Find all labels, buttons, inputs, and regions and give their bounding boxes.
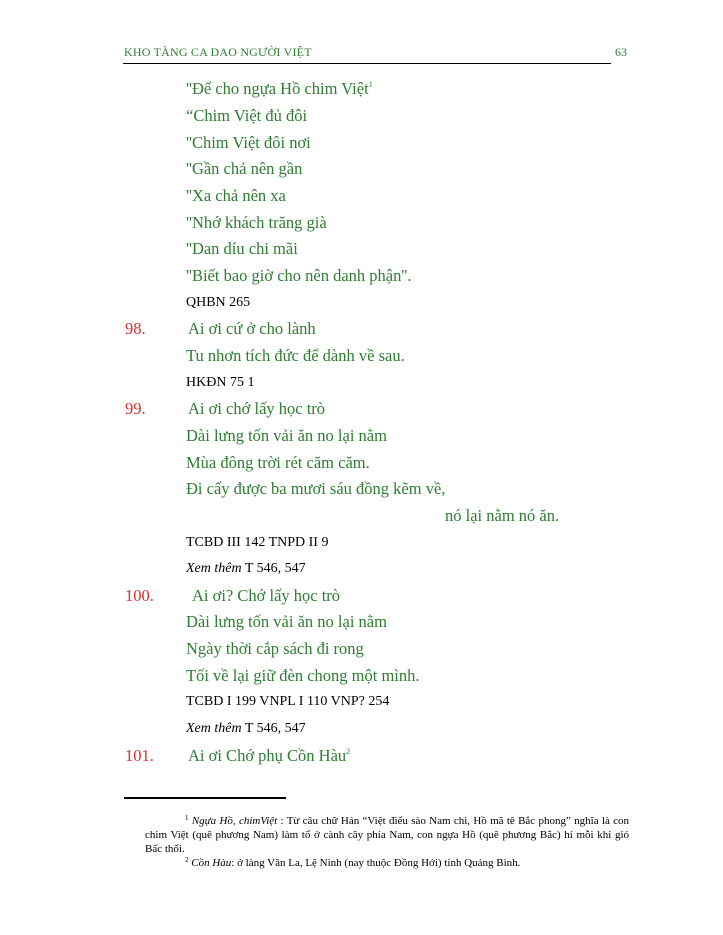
verse-line: Ai ơi Chớ phụ Cồn Hàu$^2$ [188,746,351,765]
footnote [145,811,629,856]
verse-line: ''Gần chả nên gần [186,159,303,178]
footnote-rule [124,797,286,799]
footnote-text: : Từ câu chữ Hán “Việt điểu sào Nam chi, Hồ mã tê Bắc phong” nghĩa là con chim Việt (quê phương Nam) làm tổ ở cành cây phía Nam, con ngựa Hồ (quê phương Bắc) hí mỗi khi gió Bấc thổi. [145,815,630,855]
entry-number: 101. [125,746,154,765]
footnote-mark: 2 [185,856,189,864]
source-reference: QHBN 265 [186,295,251,310]
entry-number: 100. [125,586,154,605]
verse-line: ''Xa chả nên xa [186,186,286,205]
footnote-term: Cồn Hàu [191,857,232,869]
verse-line: ''Để cho ngựa Hồ chim Việt$^1$ [186,79,373,98]
header-rule [123,63,611,64]
source-reference: HKĐN 75 1 [186,375,255,390]
page-number: 63 [615,45,627,59]
footnote-mark: 1 [185,814,189,822]
verse-line: Ngày thời cắp sách đi rong [186,639,364,658]
verse-line: ''Dan díu chi mãi [186,239,298,258]
footnote [145,853,629,870]
verse-line: Ai ơi? Chớ lấy học trò [192,586,341,605]
verse-line: ''Biết bao giờ cho nên danh phận''. [186,266,412,285]
footnote-text: : ở làng Văn La, Lệ Ninh (nay thuộc Đồng Hới) tỉnh Quảng Bình. [231,857,521,869]
verse-line: Mùa đông trời rét căm căm. [186,453,370,472]
running-header-title: KHO TÀNG CA DAO NGƯỜI VIỆT [124,45,312,59]
verse-continuation: nó lại nằm nó ăn. [445,506,560,525]
verse-line: Đi cấy được ba mươi sáu đồng kẽm về, [186,479,446,498]
verse-line: Tu nhơn tích đức để dành về sau. [186,346,405,365]
verse-line: ''Chim Việt đôi nơi [186,133,311,152]
entry-number: 98. [125,319,146,338]
entry-number: 99. [125,399,146,418]
footnote-ref: 1 [368,80,373,89]
footnote-ref: 2 [346,747,351,756]
verse-line: Tối về lại giữ đèn chong một mình. [186,666,420,685]
verse-line: Dài lưng tốn vải ăn no lại nằm [186,612,387,631]
verse-line: Ai ơi chớ lấy học trò [188,399,326,418]
verse-line: “Chim Việt đủ đôi [186,106,308,125]
see-also-reference: Xem thêm T 546, 547 [186,561,306,576]
see-also-reference: Xem thêm T 546, 547 [186,721,306,736]
source-reference: TCBD I 199 VNPL I 110 VNP? 254 [186,694,390,709]
verse-line: Ai ơi cứ ở cho lành [188,319,316,338]
verse-line: ''Nhớ khách trăng già [186,213,327,232]
footnote-term: Ngựa Hồ, chimViệt [191,815,278,827]
verse-line: Dài lưng tốn vải ăn no lại nằm [186,426,387,445]
source-reference: TCBD III 142 TNPD II 9 [186,535,329,550]
